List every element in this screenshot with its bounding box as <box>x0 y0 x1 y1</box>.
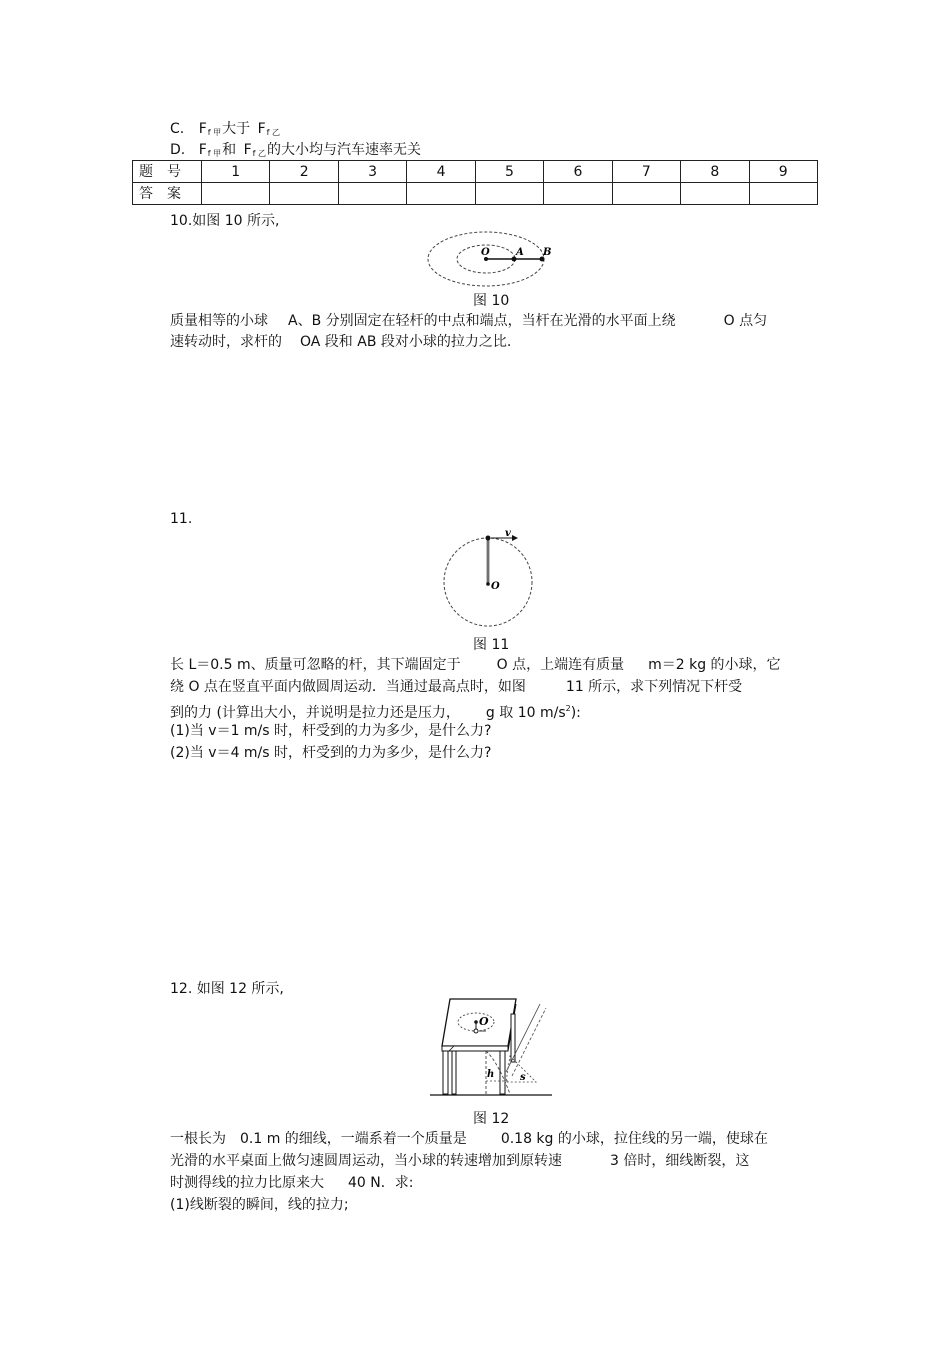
q10-intro: 10.如图 10 所示, <box>170 213 280 229</box>
q11-intro: 11. <box>170 511 193 527</box>
point-o <box>486 582 490 586</box>
figure-11-caption: 图 11 <box>473 637 510 653</box>
q12-line1-a: 一根长为 <box>170 1131 226 1147</box>
q12-line1 <box>170 1130 768 1148</box>
q12-line3-a: 时测得线的拉力比原来大 <box>170 1175 324 1191</box>
answer-cell[interactable] <box>612 183 680 205</box>
figure-11 <box>440 528 540 632</box>
figure-12-caption: 图 12 <box>473 1111 510 1127</box>
q12-line3-b: 40 N．求: <box>348 1175 414 1191</box>
q11-line2-b: 11 所示，求下列情况下杆受 <box>565 679 743 695</box>
label-s: s <box>520 1072 526 1083</box>
option-c-prefix: C. <box>170 121 185 137</box>
q11-line3 <box>170 700 581 722</box>
q10-line2-b: OA 段和 AB 段对小球的拉力之比. <box>300 334 512 350</box>
q11-line1-c: m＝2 kg 的小球，它 <box>648 657 781 673</box>
answer-cell[interactable] <box>407 183 475 205</box>
answer-cell[interactable] <box>681 183 749 205</box>
q11-line1 <box>170 656 781 674</box>
answer-cell[interactable] <box>270 183 338 205</box>
question-number-cell: 7 <box>612 161 680 183</box>
question-number-cell: 8 <box>681 161 749 183</box>
label-h: h <box>487 1069 495 1080</box>
label-b: B <box>543 247 552 258</box>
option-d-force1: F <box>198 142 207 158</box>
label-o: O <box>479 1015 489 1028</box>
option-c-force2-subscript: f 乙 <box>266 128 280 137</box>
velocity-arrowhead <box>512 535 518 541</box>
ball <box>486 536 491 541</box>
label-a: A <box>516 247 524 258</box>
answer-table-answer-row <box>133 183 818 205</box>
q10-line2-a: 速转动时，求杆的 <box>170 334 282 350</box>
label-o: O <box>491 581 500 592</box>
table-leg <box>452 1051 456 1094</box>
q11-line1-b: O 点，上端连有质量 <box>496 657 625 673</box>
q11-line2 <box>170 678 742 696</box>
ball <box>474 1029 478 1033</box>
q11-line3-b: g 取 10 m/s <box>485 705 566 721</box>
answer-cell[interactable] <box>749 183 818 205</box>
q12-line2-a: 光滑的水平桌面上做匀速圆周运动，当小球的转速增加到原转速 <box>170 1153 562 1169</box>
question-number-cell: 1 <box>202 161 270 183</box>
q12-intro: 12. 如图 12 所示, <box>170 981 284 997</box>
q12-line1-b: 0.1 m 的细线，一端系着一个质量是 <box>240 1131 467 1147</box>
option-c-force1: F <box>198 121 207 137</box>
q11-line3-a: 到的力 (计算出大小，并说明是拉力还是压力， <box>170 705 460 721</box>
answer-cell[interactable] <box>544 183 612 205</box>
option-d-text: 的大小均与汽车速率无关 <box>266 142 421 158</box>
q12-line2-b: 3 倍时，细线断裂，这 <box>610 1153 750 1169</box>
figure-10-caption: 图 10 <box>473 293 510 309</box>
q10-line1-a: 质量相等的小球 <box>170 313 268 329</box>
option-c <box>170 120 281 142</box>
label-v: v <box>505 528 511 539</box>
answer-label: 答案 <box>133 183 202 205</box>
q12-line1-c: 0.18 kg 的小球，拉住线的另一端，使球在 <box>500 1131 768 1147</box>
q12-part1: (1)线断裂的瞬间，线的拉力; <box>170 1197 349 1213</box>
option-d-conjunction: 和 <box>222 142 237 158</box>
figure-12 <box>428 994 554 1098</box>
label-o: O <box>481 247 490 258</box>
answer-table <box>132 160 818 205</box>
q11-line1-a: 长 L＝0.5 m、质量可忽略的杆，其下端固定于 <box>170 657 461 673</box>
option-c-force2: F <box>257 121 266 137</box>
q12-line2 <box>170 1152 749 1170</box>
q12-line3 <box>170 1174 413 1192</box>
light-line <box>512 1008 546 1076</box>
question-number-cell: 6 <box>544 161 612 183</box>
q11-part2: (2)当 v＝4 m/s 时，杆受到的力为多少，是什么力? <box>170 745 492 761</box>
option-c-relation: 大于 <box>222 121 251 137</box>
answer-cell[interactable] <box>338 183 406 205</box>
option-d-force1-subscript: f 甲 <box>207 149 222 158</box>
option-c-force1-subscript: f 甲 <box>207 128 222 137</box>
q11-line2-a: 绕 O 点在竖直平面内做圆周运动．当通过最高点时，如图 <box>170 679 526 695</box>
question-number-cell: 4 <box>407 161 475 183</box>
answer-cell[interactable] <box>475 183 543 205</box>
table-leg <box>443 1051 448 1094</box>
answer-table-number-row <box>133 161 818 183</box>
q11-line3-c: ): <box>570 705 581 721</box>
question-number-label: 题号 <box>133 161 202 183</box>
q10-line1-b: A、B 分别固定在轻杆的中点和端点，当杆在光滑的水平面上绕 <box>288 313 676 329</box>
q10-line1-c: O 点匀 <box>723 313 768 329</box>
q11-part1: (1)当 v＝1 m/s 时，杆受到的力为多少，是什么力? <box>170 723 492 739</box>
option-d-force2: F <box>243 142 252 158</box>
answer-cell[interactable] <box>202 183 270 205</box>
option-d-force2-subscript: f 乙 <box>252 149 266 158</box>
option-d-prefix: D. <box>170 142 186 158</box>
figure-10 <box>420 228 560 292</box>
question-number-cell: 3 <box>338 161 406 183</box>
question-number-cell: 9 <box>749 161 818 183</box>
q10-line2 <box>170 333 511 351</box>
question-number-cell: 5 <box>475 161 543 183</box>
question-number-cell: 2 <box>270 161 338 183</box>
q10-line1 <box>170 312 767 330</box>
q11-line3-superscript: 2 <box>565 704 571 713</box>
